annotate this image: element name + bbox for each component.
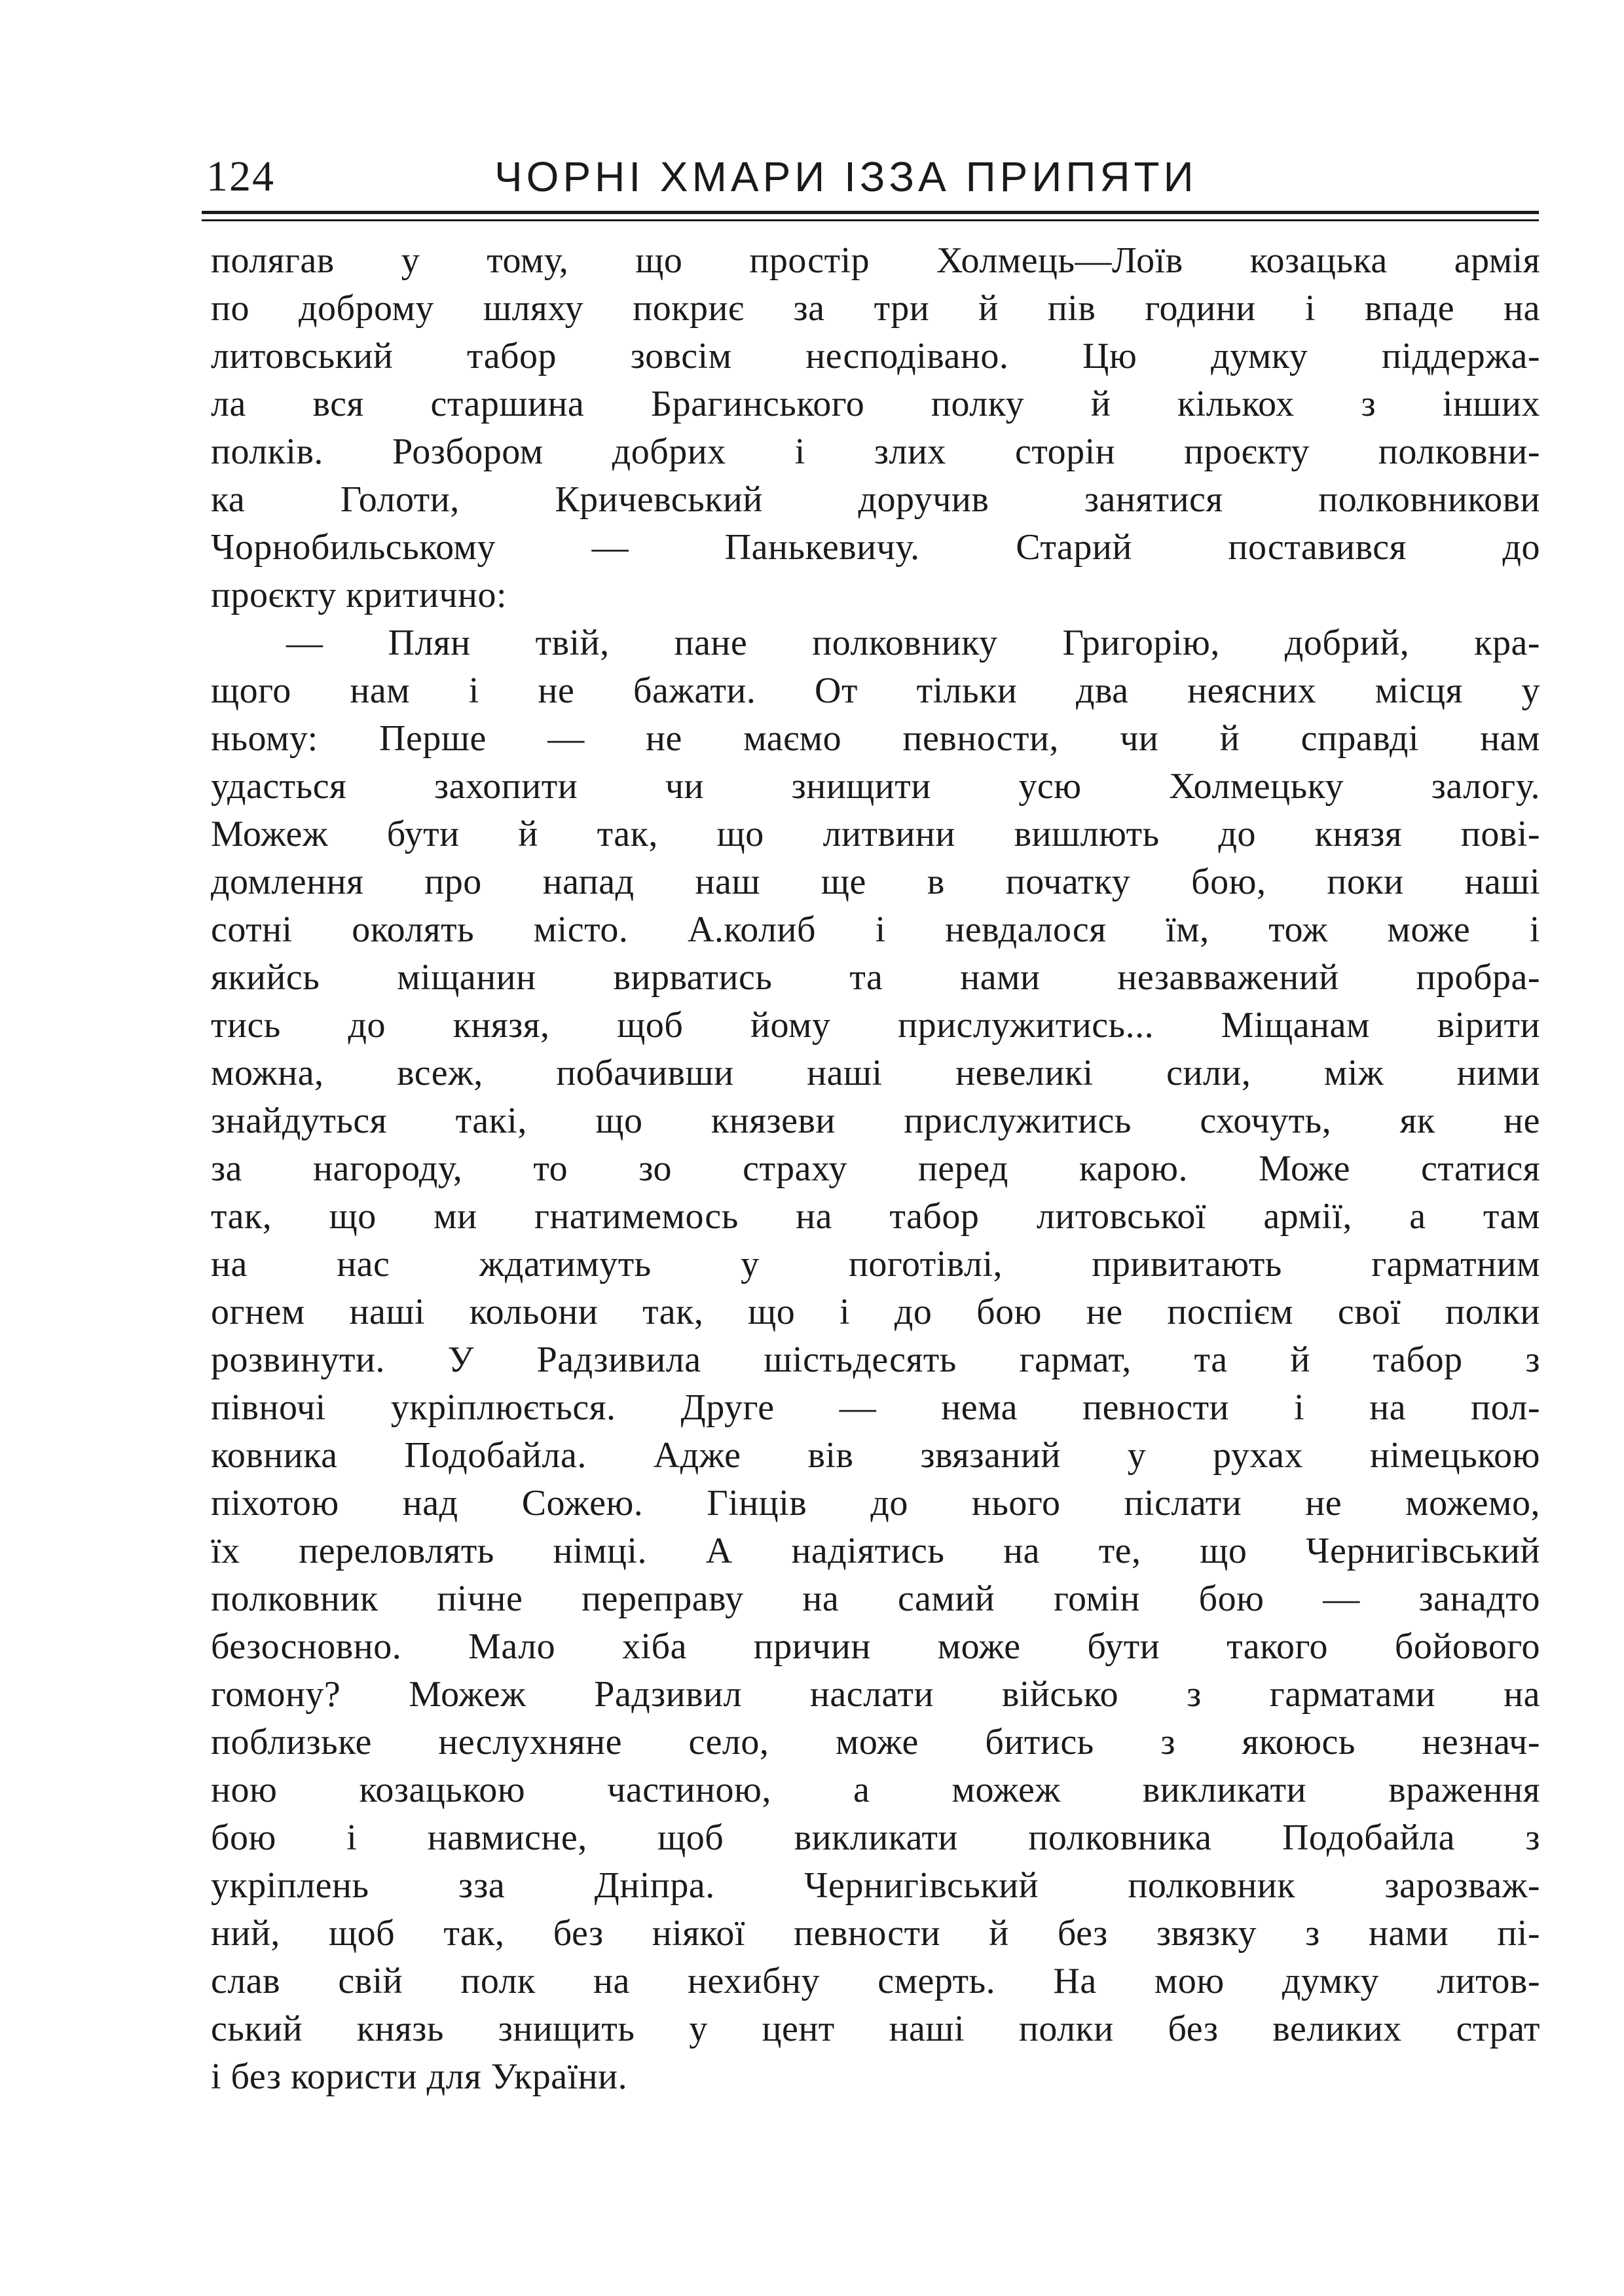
text-line: безосновно. Мало хіба причин може бути такого бойового: [211, 1626, 1540, 1667]
text-line: ний, щоб так, без ніякої певности й без звязку з нами пі-: [211, 1913, 1540, 1954]
header-rule-thin: [202, 219, 1539, 221]
text-line: поблизьке неслухняне село, може битись з якоюсь незнач-: [211, 1722, 1540, 1762]
text-line: — Плян твій, пане полковнику Григорію, добрий, кра-: [286, 623, 1540, 663]
text-line: укріплень зза Дніпра. Чернигівський полковник зарозваж-: [211, 1865, 1540, 1906]
text-line: піхотою над Сожею. Гінців до нього післати не можемо,: [211, 1483, 1540, 1523]
text-line: домлення про напад наш ще в початку бою, поки наші: [211, 862, 1540, 902]
text-line: їх переловлять німці. А надіятись на те, що Чернигівський: [211, 1531, 1540, 1571]
text-line: полягав у тому, що простір Холмець—Лоїв козацька армія: [211, 240, 1540, 281]
text-line: литовський табор зовсім несподівано. Цю думку піддержа-: [211, 336, 1540, 376]
text-line: тись до князя, щоб йому прислужитись... Міщанам вірити: [211, 1005, 1540, 1046]
text-line: ла вся старшина Брагинського полку й кількох з інших: [211, 384, 1540, 424]
text-line: огнем наші кольони так, що і до бою не поспієм свої полки: [211, 1292, 1540, 1332]
text-line: проєкту критично:: [211, 575, 507, 615]
text-line: за нагороду, то зо страху перед карою. Може статися: [211, 1148, 1540, 1189]
text-line: Можеж бути й так, що литвини вишлють до князя пові-: [211, 814, 1540, 854]
text-line: полків. Розбором добрих і злих сторін проєкту полковни-: [211, 431, 1540, 472]
page-number: 124: [206, 153, 275, 200]
text-line: удасться захопити чи знищити усю Холмецьку залогу.: [211, 766, 1540, 807]
text-line: ка Голоти, Кричевський доручив занятися полковникови: [211, 479, 1540, 520]
page-header: [206, 147, 1536, 206]
body-text: [211, 237, 1540, 2101]
text-line: сотні околять місто. А.колиб і невдалося їм, тож може і: [211, 909, 1540, 950]
text-line: бою і навмисне, щоб викликати полковника Подобайла з: [211, 1817, 1540, 1858]
text-line: ньому: Перше — не маємо певности, чи й справді нам: [211, 718, 1540, 759]
text-line: слав свій полк на нехибну смерть. На мою думку литов-: [211, 1961, 1540, 2001]
text-line: знайдуться такі, що князеви прислужитись схочуть, як не: [211, 1101, 1540, 1141]
text-line: можна, всеж, побачивши наші невеликі сили, між ними: [211, 1053, 1540, 1093]
text-line: так, що ми гнатимемось на табор литовської армії, а там: [211, 1196, 1540, 1237]
text-line: ною козацькою частиною, а можеж викликати враження: [211, 1770, 1540, 1810]
text-line: півночі укріплюється. Друге — нема певности і на пол-: [211, 1387, 1540, 1428]
text-line: Чорнобильському — Панькевичу. Старий поставився до: [211, 527, 1540, 568]
header-rule-thick: [202, 211, 1539, 214]
text-line: ковника Подобайла. Адже вів звязаний у рухах німецькою: [211, 1435, 1540, 1476]
text-line: гомону? Можеж Радзивил наслати військо з гарматами на: [211, 1674, 1540, 1715]
text-line: ський князь знищить у цент наші полки без великих страт: [211, 2009, 1540, 2049]
text-line: якийсь міщанин вирватись та нами незавважений пробра-: [211, 957, 1540, 998]
text-line: щого нам і не бажати. От тільки два неясних місця у: [211, 670, 1540, 711]
text-line: і без користи для України.: [211, 2056, 628, 2097]
text-line: полковник пічне переправу на самий гомін бою — занадто: [211, 1578, 1540, 1619]
text-line: по доброму шляху покриє за три й пів години і впаде на: [211, 288, 1540, 329]
running-title: ЧОРНІ ХМАРИ ІЗЗА ПРИПЯТИ: [494, 153, 1198, 200]
text-line: розвинути. У Радзивила шістьдесять гармат, та й табор з: [211, 1339, 1540, 1380]
text-line: на нас ждатимуть у поготівлі, привитають гарматним: [211, 1244, 1540, 1285]
